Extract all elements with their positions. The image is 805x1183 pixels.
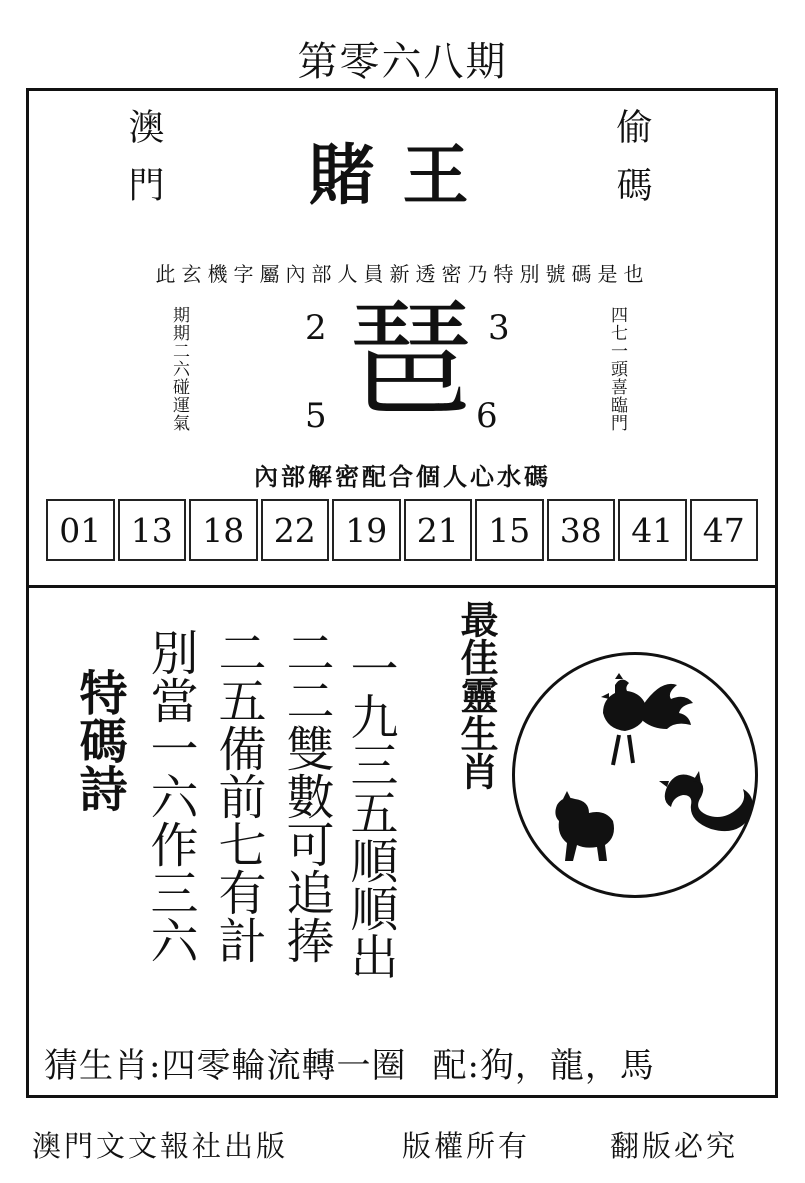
brand-right: 偷碼 (611, 108, 652, 224)
footer-publisher: 澳門文文報社出版 (32, 1129, 289, 1163)
footer-warning: 翻版必究 (610, 1129, 739, 1163)
dragon-icon (659, 771, 753, 831)
number-box: 41 (618, 499, 687, 561)
puzzle-digit-bottom-right: 6 (476, 396, 498, 436)
section-subtitle: 內部解密配合個人心水碼 (254, 463, 551, 491)
number-box: 21 (404, 499, 473, 561)
number-box: 01 (46, 499, 115, 561)
poem-line: 二五備前七有計 (210, 628, 266, 964)
number-box: 13 (118, 499, 187, 561)
page-title: 賭王 (308, 137, 497, 214)
puzzle-right-text: 四七一頭喜臨門 (607, 306, 627, 432)
section-divider (26, 585, 778, 588)
guess-pair: 狗，龍，馬 (479, 1046, 655, 1086)
guess-text: 四零輪流轉一圈 (161, 1046, 407, 1086)
puzzle-digit-top-right: 3 (488, 308, 510, 348)
insider-note: 此玄機字屬內部人員新透密乃特別號碼是也 (155, 262, 650, 286)
zodiac-circle (512, 652, 758, 898)
number-box: 47 (690, 499, 759, 561)
number-box: 15 (475, 499, 544, 561)
poem-title: 特碼詩 (71, 668, 127, 812)
guess-pair-label: 配: (432, 1046, 480, 1086)
puzzle-digit-bottom-left: 5 (305, 396, 327, 436)
zodiac-illustration (515, 655, 755, 895)
poem-line: 別當一六作三六 (142, 628, 198, 964)
puzzle-left-text: 期期二六碰運氣 (169, 306, 189, 432)
number-row (46, 499, 758, 561)
poem-line: 二二雙數可追捧 (278, 628, 334, 964)
number-box: 38 (547, 499, 616, 561)
issue-number: 第零六八期 (297, 39, 508, 85)
guess-label: 猜生肖: (44, 1046, 162, 1086)
best-zodiac-title: 最佳靈生肖 (454, 600, 498, 790)
rooster-icon (601, 673, 693, 765)
number-box: 18 (189, 499, 258, 561)
main-frame (26, 88, 778, 1098)
puzzle-character: 琶 (345, 287, 474, 436)
number-box: 22 (261, 499, 330, 561)
footer-rights: 版權所有 (402, 1129, 531, 1163)
poem-line: 一九三五順順出 (342, 644, 398, 980)
dog-icon (555, 791, 614, 861)
puzzle-digit-top-left: 2 (305, 308, 327, 348)
number-box: 19 (332, 499, 401, 561)
guess-line (44, 1038, 655, 1087)
brand-left: 澳門 (123, 108, 164, 224)
